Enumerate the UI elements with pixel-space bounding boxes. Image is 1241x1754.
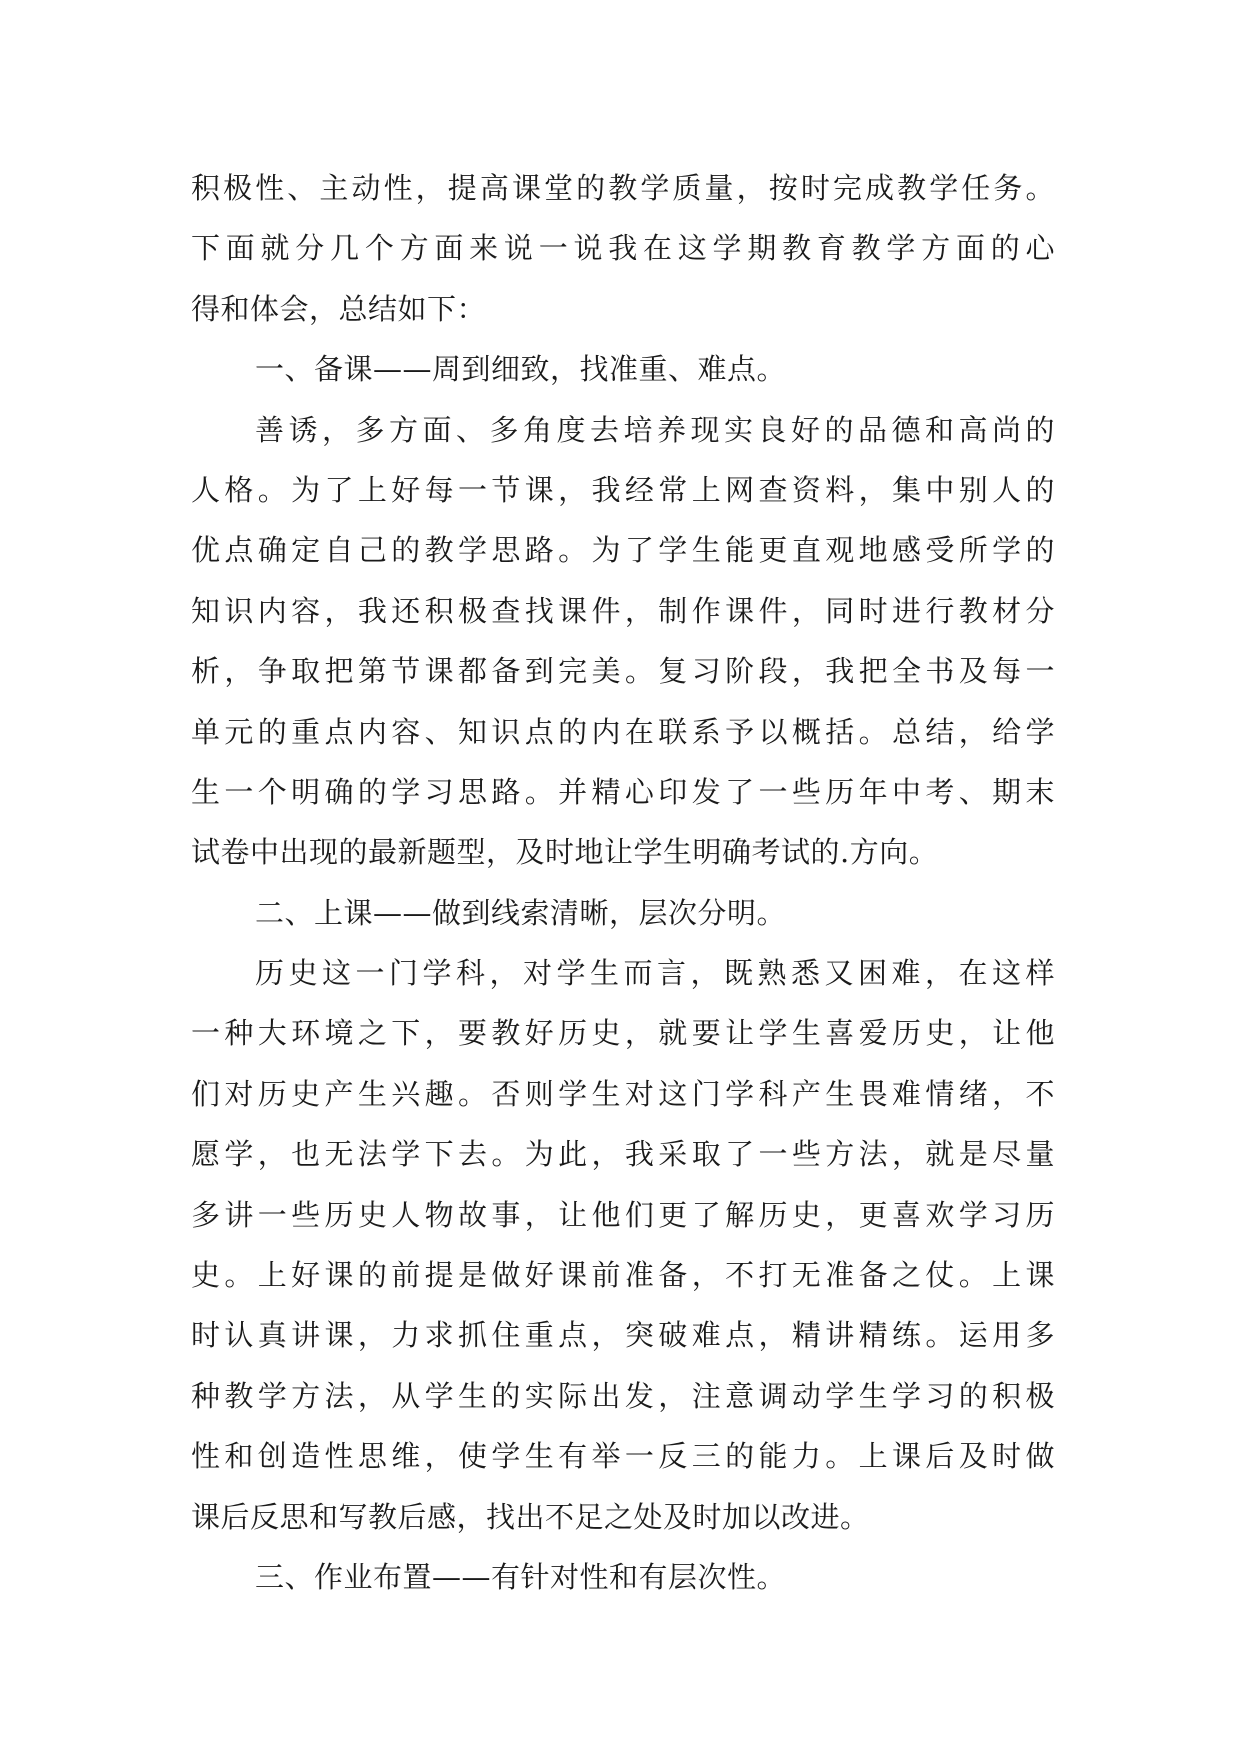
section-heading: 三、作业布置——有针对性和有层次性。 bbox=[255, 1559, 787, 1594]
text-line: 一种大环境之下，要教好历史，就要让学生喜爱历史，让他 bbox=[191, 1016, 1055, 1051]
text-line: 试卷中出现的最新题型，及时地让学生明确考试的.方向。 bbox=[191, 835, 939, 870]
section-heading: 二、上课——做到线索清晰，层次分明。 bbox=[255, 895, 787, 930]
text-line: 种教学方法，从学生的实际出发，注意调动学生学习的积极 bbox=[191, 1378, 1055, 1413]
text-line: 积极性、主动性，提高课堂的教学质量，按时完成教学任务。 bbox=[191, 171, 1055, 205]
text-line: 优点确定自己的教学思路。为了学生能更直观地感受所学的 bbox=[191, 533, 1055, 568]
text-line: 善诱，多方面、多角度去培养现实良好的品德和高尚的 bbox=[255, 412, 1055, 447]
text-line: 人格。为了上好每一节课，我经常上网查资料，集中别人的 bbox=[191, 472, 1055, 507]
text-line: 生一个明确的学习思路。并精心印发了一些历年中考、期末 bbox=[191, 774, 1055, 809]
section-heading: 一、备课——周到细致，找准重、难点。 bbox=[255, 352, 787, 387]
text-line: 析，争取把第节课都备到完美。复习阶段，我把全书及每一 bbox=[191, 654, 1055, 689]
text-line: 历史这一门学科，对学生而言，既熟悉又困难，在这样 bbox=[255, 956, 1055, 991]
document-body bbox=[191, 158, 1055, 1607]
text-line: 愿学，也无法学下去。为此，我采取了一些方法，就是尽量 bbox=[191, 1137, 1055, 1172]
text-line: 单元的重点内容、知识点的内在联系予以概括。总结，给学 bbox=[191, 714, 1055, 749]
text-line: 得和体会，总结如下： bbox=[191, 291, 487, 326]
text-line: 时认真讲课，力求抓住重点，突破难点，精讲精练。运用多 bbox=[191, 1318, 1055, 1353]
text-line: 下面就分几个方面来说一说我在这学期教育教学方面的心 bbox=[191, 231, 1055, 266]
text-line: 课后反思和写教后感，找出不足之处及时加以改进。 bbox=[191, 1499, 870, 1534]
text-line: 性和创造性思维，使学生有举一反三的能力。上课后及时做 bbox=[191, 1439, 1055, 1474]
text-line: 们对历史产生兴趣。否则学生对这门学科产生畏难情绪，不 bbox=[191, 1076, 1055, 1111]
text-line: 史。上好课的前提是做好课前准备，不打无准备之仗。上课 bbox=[191, 1258, 1055, 1293]
text-line: 知识内容，我还积极查找课件，制作课件，同时进行教材分 bbox=[191, 593, 1055, 628]
text-line: 多讲一些历史人物故事，让他们更了解历史，更喜欢学习历 bbox=[191, 1197, 1055, 1232]
